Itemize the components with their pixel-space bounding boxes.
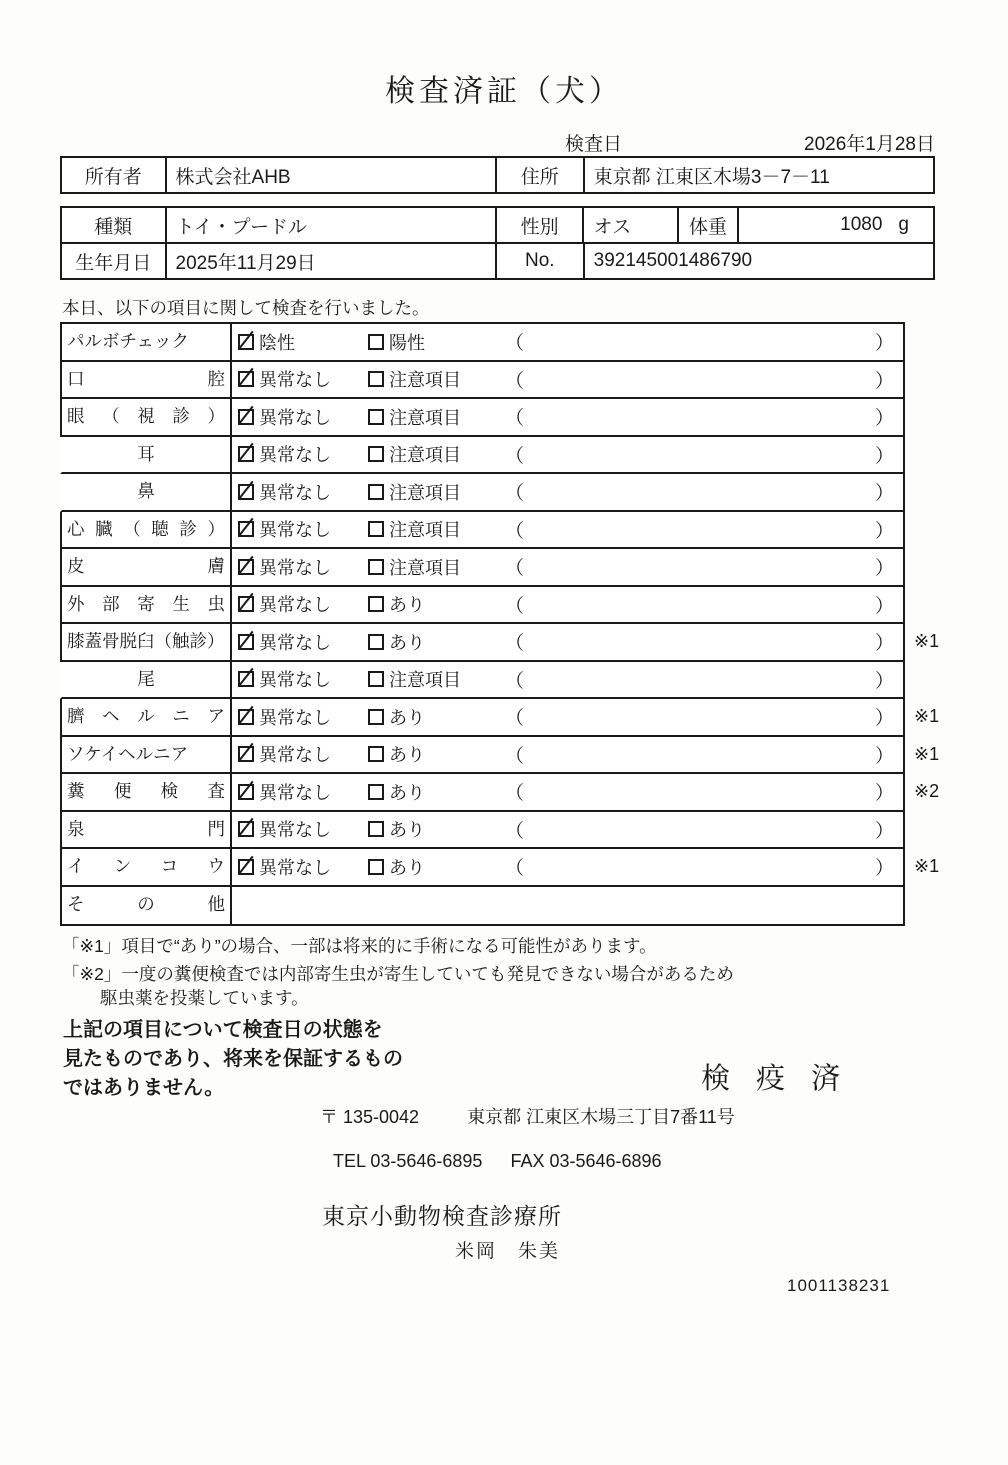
veterinarian-name: 米岡 朱美 [455, 1241, 561, 1262]
check-row-note: ※1 [914, 631, 940, 652]
paren-open-char: （ [505, 670, 525, 692]
check-row-options [232, 849, 903, 885]
check-item-label: 鼻 [62, 474, 232, 510]
inspection-date-label: 検査日 [565, 134, 623, 155]
check-row-note: ※1 [914, 856, 940, 877]
footnote-1: 「※1」項目で“あり”の場合、一部は将来的に手術になる可能性があります。 [62, 936, 657, 956]
positive-option-label: 異常なし [259, 482, 331, 503]
clinic-address-line [320, 1103, 735, 1129]
unchecked-checkbox-icon [368, 409, 384, 425]
check-item-label: 臍ヘルニア [62, 699, 232, 735]
paren-close-char: ） [874, 445, 894, 467]
check-row-options [232, 737, 903, 773]
paren-close-char: ） [874, 745, 894, 767]
negative-option-label: あり [389, 707, 425, 728]
check-item-label: 耳 [62, 437, 232, 473]
positive-option [238, 779, 368, 805]
owner-table [60, 156, 935, 194]
check-row-note: ※1 [914, 706, 940, 727]
paren-open-char: （ [505, 333, 525, 355]
paren-open-char: （ [505, 633, 525, 655]
positive-option-label: 異常なし [259, 670, 331, 691]
checked-checkbox-icon [238, 634, 254, 650]
clinic-postal-code: 〒 135-0042 [320, 1107, 420, 1127]
unchecked-checkbox-icon [368, 634, 384, 650]
negative-option [368, 366, 505, 392]
paren-open-char: （ [505, 408, 525, 430]
checked-checkbox-icon [238, 859, 254, 875]
paren-open-char: （ [505, 708, 525, 730]
check-row-note: ※2 [914, 781, 940, 802]
unchecked-checkbox-icon [368, 709, 384, 725]
checked-checkbox-icon [238, 446, 254, 462]
positive-option-label: 異常なし [259, 370, 331, 391]
checked-checkbox-icon [238, 821, 254, 837]
checked-checkbox-icon [238, 484, 254, 500]
positive-option [238, 441, 368, 467]
negative-option [368, 441, 505, 467]
check-row-note: ※1 [914, 743, 940, 764]
check-row-options [232, 437, 903, 473]
negative-option [368, 704, 505, 730]
checked-checkbox-icon [238, 746, 254, 762]
check-row [60, 737, 940, 775]
intro-text: 本日、以下の項目に関して検査を行いました。 [62, 298, 430, 318]
check-item-label: インコウ [62, 849, 232, 885]
check-item-label: 心臓（聴診） [62, 512, 232, 548]
positive-option [238, 591, 368, 617]
clinic-address: 東京都 江東区木場三丁目7番11号 [467, 1107, 735, 1127]
negative-option [368, 404, 505, 430]
check-row-options [232, 399, 903, 435]
negative-option-label: 注意項目 [389, 370, 461, 391]
check-row-options [232, 774, 903, 810]
check-item-label: その他 [62, 887, 232, 925]
negative-option [368, 854, 505, 880]
address-label: 住所 [497, 158, 585, 192]
check-item-label: 泉門 [62, 812, 232, 848]
clinic-contact-line [333, 1151, 662, 1172]
positive-option-label: 異常なし [259, 557, 331, 578]
paren-close-char: ） [874, 558, 894, 580]
positive-option-label: 異常なし [259, 632, 331, 653]
positive-option-label: 異常なし [259, 782, 331, 803]
paren-close-char: ） [874, 520, 894, 542]
paren-close-char: ） [874, 820, 894, 842]
weight-label: 体重 [679, 208, 739, 242]
check-row-options [232, 587, 903, 623]
footnote-2-line-2: 駆虫薬を投薬しています。 [100, 988, 309, 1008]
paren-close-char: ） [874, 595, 894, 617]
check-item-label: 眼（視診） [62, 399, 232, 435]
checked-checkbox-icon [238, 596, 254, 612]
check-row [60, 887, 903, 925]
quarantine-stamp: 検 疫 済 [701, 1063, 850, 1095]
positive-option [238, 404, 368, 430]
weight-value: 1080 [840, 214, 883, 235]
check-row [60, 624, 940, 662]
unchecked-checkbox-icon [368, 821, 384, 837]
check-row [60, 549, 903, 587]
check-row [60, 474, 903, 512]
positive-option [238, 704, 368, 730]
positive-option [238, 854, 368, 880]
document-title: 検査済証（犬） [385, 75, 623, 108]
positive-option-label: 異常なし [259, 820, 331, 841]
check-row-options [232, 662, 903, 698]
inspection-date-row [565, 129, 935, 156]
positive-option [238, 479, 368, 505]
negative-option-label: あり [389, 595, 425, 616]
clinic-name: 東京小動物検査診療所 [322, 1203, 562, 1229]
checked-checkbox-icon [238, 409, 254, 425]
check-row [60, 399, 903, 437]
check-item-label: パルボチェック [62, 324, 232, 360]
positive-option [238, 741, 368, 767]
positive-option [238, 666, 368, 692]
paren-open-char: （ [505, 370, 525, 392]
negative-option [368, 666, 505, 692]
paren-close-char: ） [874, 408, 894, 430]
checked-checkbox-icon [238, 559, 254, 575]
check-item-label: 膝蓋骨脱臼（触診） [62, 624, 232, 660]
positive-option-label: 異常なし [259, 445, 331, 466]
unchecked-checkbox-icon [368, 446, 384, 462]
check-row [60, 324, 903, 362]
check-row [60, 849, 940, 887]
paren-open-char: （ [505, 858, 525, 880]
paren-open-char: （ [505, 445, 525, 467]
check-item-label: 尾 [62, 662, 232, 698]
negative-option [368, 629, 505, 655]
check-row [60, 587, 903, 625]
check-item-label: 外部寄生虫 [62, 587, 232, 623]
checked-checkbox-icon [238, 371, 254, 387]
negative-option-label: 注意項目 [389, 670, 461, 691]
owner-value: 株式会社AHB [167, 158, 497, 192]
clinic-fax: FAX 03-5646-6896 [510, 1151, 662, 1171]
unchecked-checkbox-icon [368, 746, 384, 762]
weight-unit: g [898, 214, 909, 235]
checked-checkbox-icon [238, 521, 254, 537]
positive-option-label: 異常なし [259, 707, 331, 728]
negative-option [368, 329, 505, 355]
breed-value: トイ・プードル [167, 208, 497, 242]
checked-checkbox-icon [238, 709, 254, 725]
negative-option-label: 注意項目 [389, 407, 461, 428]
inspection-date-value: 2026年1月28日 [804, 134, 935, 155]
paren-close-char: ） [874, 333, 894, 355]
checked-checkbox-icon [238, 334, 254, 350]
footnote-2-line-1: 「※2」一度の糞便検査では内部寄生虫が寄生していても発見できない場合があるため [62, 964, 734, 984]
positive-option-label: 異常なし [259, 520, 331, 541]
negative-option [368, 554, 505, 580]
unchecked-checkbox-icon [368, 484, 384, 500]
negative-option-label: 陽性 [389, 332, 425, 353]
paren-open-char: （ [505, 595, 525, 617]
checked-checkbox-icon [238, 784, 254, 800]
paren-close-char: ） [874, 483, 894, 505]
paren-open-char: （ [505, 745, 525, 767]
check-row-options [232, 812, 903, 848]
disclaimer-line-1: 上記の項目について検査日の状態を [63, 1019, 383, 1041]
check-item-label: 糞便検査 [62, 774, 232, 810]
check-table [60, 322, 940, 926]
paren-close-char: ） [874, 370, 894, 392]
no-value: 392145001486790 [593, 250, 753, 271]
check-row-options [232, 624, 903, 660]
document-number: 1001138231 [787, 1276, 891, 1295]
sex-label: 性別 [497, 208, 585, 242]
paren-close-char: ） [874, 858, 894, 880]
checked-checkbox-icon [238, 671, 254, 687]
negative-option [368, 591, 505, 617]
check-row [60, 662, 903, 700]
negative-option [368, 779, 505, 805]
positive-option-label: 異常なし [259, 407, 331, 428]
check-row [60, 812, 903, 850]
paren-close-char: ） [874, 708, 894, 730]
unchecked-checkbox-icon [368, 334, 384, 350]
paren-close-char: ） [874, 670, 894, 692]
check-row-options [232, 512, 903, 548]
owner-row [62, 158, 933, 192]
unchecked-checkbox-icon [368, 521, 384, 537]
positive-option [238, 629, 368, 655]
negative-option-label: あり [389, 632, 425, 653]
unchecked-checkbox-icon [368, 596, 384, 612]
check-row [60, 362, 903, 400]
check-row-options [232, 362, 903, 398]
negative-option-label: あり [389, 745, 425, 766]
birthdate-value: 2025年11月29日 [167, 244, 497, 278]
check-row-options [232, 474, 903, 510]
negative-option [368, 741, 505, 767]
paren-open-char: （ [505, 483, 525, 505]
negative-option-label: あり [389, 820, 425, 841]
positive-option-label: 異常なし [259, 595, 331, 616]
disclaimer-line-3: ではありません。 [63, 1077, 225, 1099]
unchecked-checkbox-icon [368, 784, 384, 800]
disclaimer-text [63, 1016, 403, 1103]
pet-info-table [60, 206, 935, 280]
check-row [60, 437, 903, 475]
positive-option-label: 異常なし [259, 857, 331, 878]
check-row [60, 699, 940, 737]
positive-option-label: 陰性 [259, 332, 295, 353]
negative-option-label: 注意項目 [389, 557, 461, 578]
clinic-tel: TEL 03-5646-6895 [333, 1151, 483, 1171]
sex-value: オス [584, 208, 679, 242]
unchecked-checkbox-icon [368, 371, 384, 387]
no-label: No. [497, 244, 585, 278]
paren-close-char: ） [874, 783, 894, 805]
negative-option [368, 516, 505, 542]
disclaimer-line-2: 見たものであり、将来を保証するもの [63, 1048, 403, 1070]
check-item-label: 口腔 [62, 362, 232, 398]
negative-option [368, 479, 505, 505]
owner-label: 所有者 [62, 158, 167, 192]
negative-option-label: あり [389, 857, 425, 878]
negative-option [368, 816, 505, 842]
weight-cell [739, 208, 933, 242]
check-row-options [232, 887, 903, 925]
negative-option-label: 注意項目 [389, 445, 461, 466]
check-row [60, 512, 903, 550]
positive-option [238, 816, 368, 842]
address-value: 東京都 江東区木場3－7－11 [593, 166, 830, 188]
paren-open-char: （ [505, 783, 525, 805]
negative-option-label: 注意項目 [389, 520, 461, 541]
check-row-options [232, 324, 903, 360]
pet-info-row-1 [62, 208, 933, 242]
unchecked-checkbox-icon [368, 559, 384, 575]
positive-option [238, 329, 368, 355]
paren-close-char: ） [874, 633, 894, 655]
positive-option [238, 366, 368, 392]
positive-option [238, 516, 368, 542]
paren-open-char: （ [505, 520, 525, 542]
negative-option-label: あり [389, 782, 425, 803]
breed-label: 種類 [62, 208, 167, 242]
check-item-label: ソケイヘルニア [62, 737, 232, 773]
paren-open-char: （ [505, 820, 525, 842]
check-row [60, 774, 940, 812]
check-row-options [232, 549, 903, 585]
birthdate-label: 生年月日 [62, 244, 167, 278]
positive-option [238, 554, 368, 580]
unchecked-checkbox-icon [368, 671, 384, 687]
negative-option-label: 注意項目 [389, 482, 461, 503]
paren-open-char: （ [505, 558, 525, 580]
check-row-options [232, 699, 903, 735]
positive-option-label: 異常なし [259, 745, 331, 766]
pet-info-row-2 [62, 242, 933, 278]
unchecked-checkbox-icon [368, 859, 384, 875]
check-item-label: 皮膚 [62, 549, 232, 585]
